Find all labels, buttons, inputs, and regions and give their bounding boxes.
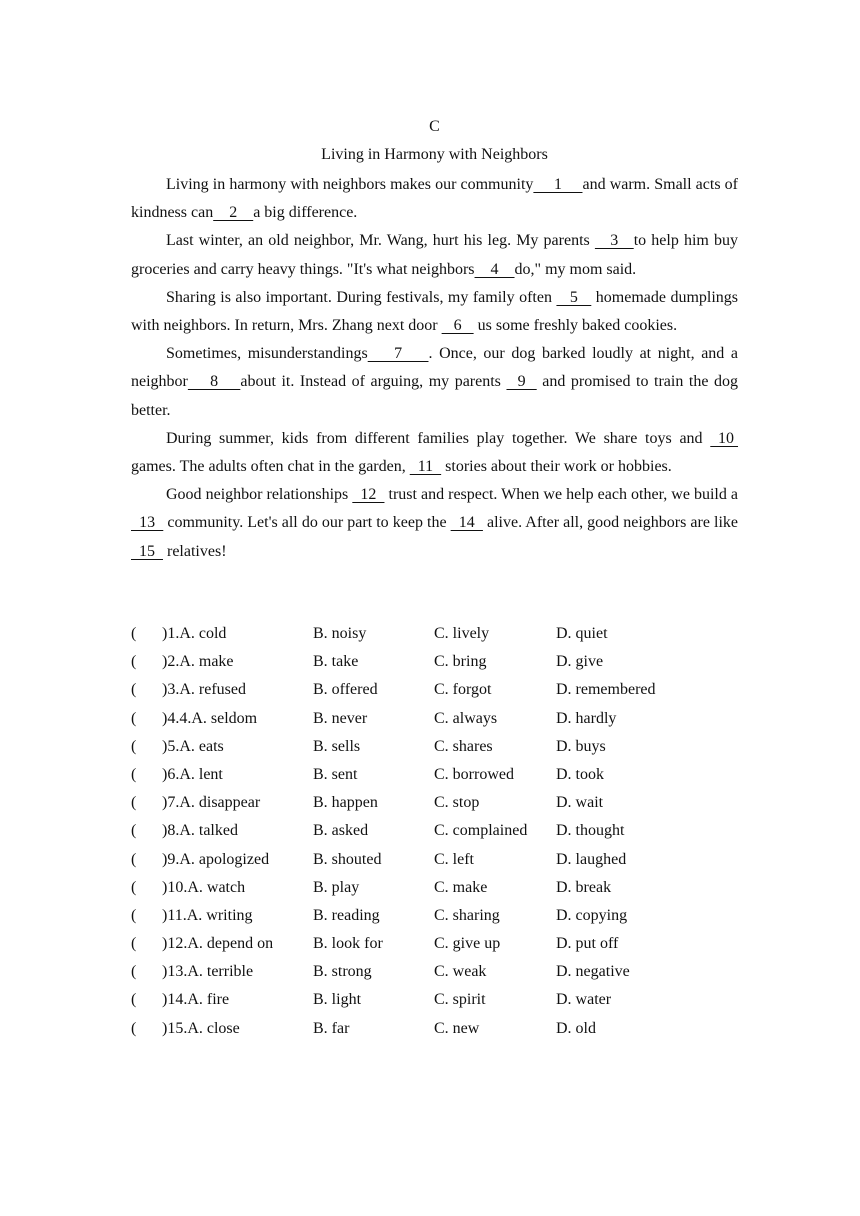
- question-row: [131, 846, 751, 874]
- question-list: [131, 620, 751, 1043]
- passage-text: do," my mom said.: [514, 260, 637, 278]
- question-row: [131, 761, 751, 789]
- passage-text: trust and respect. When we help each other, we build a: [384, 486, 739, 504]
- option-c: C. left: [434, 850, 474, 868]
- question-row: [131, 1015, 751, 1043]
- answer-blank: 15: [131, 542, 163, 560]
- passage-text: homemade dumplings with neighbors. In return, Mrs. Zhang next door: [131, 288, 739, 335]
- passage-text: During summer, kids from different families play together. We share toys and: [166, 429, 711, 447]
- option-a: )2.A. make: [162, 653, 234, 671]
- option-b: B. shouted: [313, 850, 382, 868]
- option-c: C. spirit: [434, 991, 486, 1009]
- passage-text: about it. Instead of arguing, my parents: [240, 373, 507, 391]
- passage-body: [131, 171, 738, 566]
- option-c: C. lively: [434, 625, 490, 642]
- option-c: C. always: [434, 709, 498, 727]
- option-b: B. happen: [313, 794, 378, 812]
- option-b: B. take: [313, 653, 359, 671]
- option-a: )8.A. talked: [162, 822, 238, 840]
- answer-paren: (: [131, 906, 137, 924]
- question-row: [131, 676, 751, 704]
- answer-blank: 8: [187, 373, 241, 391]
- option-c: C. give up: [434, 935, 501, 953]
- passage-text: a big difference.: [253, 204, 358, 222]
- paragraph: [131, 227, 738, 283]
- option-c: C. complained: [434, 822, 528, 840]
- answer-paren: (: [131, 935, 137, 953]
- option-d: D. remembered: [556, 681, 656, 699]
- option-b: B. offered: [313, 681, 378, 699]
- question-row: [131, 930, 751, 958]
- answer-paren: (: [131, 963, 137, 981]
- answer-paren: (: [131, 625, 137, 642]
- answer-blank: 3: [594, 232, 634, 250]
- passage-text: games. The adults often chat in the garden,: [131, 458, 410, 476]
- passage-text: Sharing is also important. During festivals, my family often: [166, 288, 557, 306]
- answer-blank: 4: [474, 260, 515, 278]
- option-d: D. give: [556, 653, 604, 671]
- question-row: [131, 817, 751, 845]
- option-b: B. noisy: [313, 625, 367, 642]
- option-b: B. reading: [313, 906, 380, 924]
- option-b: B. look for: [313, 935, 383, 953]
- question-row: [131, 958, 751, 986]
- option-d: D. quiet: [556, 625, 608, 642]
- option-d: D. negative: [556, 963, 630, 981]
- answer-paren: (: [131, 681, 137, 699]
- option-d: D. old: [556, 1019, 596, 1037]
- passage-text: alive. After all, good neighbors are like: [482, 514, 738, 532]
- option-a: )12.A. depend on: [162, 935, 274, 953]
- option-d: D. water: [556, 991, 612, 1009]
- answer-paren: (: [131, 765, 137, 783]
- passage-text: stories about their work or hobbies.: [441, 458, 672, 476]
- question-row: [131, 705, 751, 733]
- answer-blank: 14: [450, 514, 483, 532]
- answer-paren: (: [131, 991, 137, 1009]
- option-c: C. make: [434, 878, 488, 896]
- option-c: C. weak: [434, 963, 487, 981]
- passage-text: Living in harmony with neighbors makes our community: [166, 176, 534, 193]
- section-letter: C: [429, 118, 440, 135]
- passage-section: [131, 116, 738, 566]
- answer-blank: 11: [409, 458, 442, 476]
- option-b: B. strong: [313, 963, 372, 981]
- passage-text: Good neighbor relationships: [166, 486, 353, 504]
- option-a: )10.A. watch: [162, 878, 246, 896]
- option-c: C. forgot: [434, 681, 492, 699]
- option-c: C. sharing: [434, 906, 500, 924]
- answer-blank: 1: [533, 176, 583, 193]
- paragraph: [131, 340, 738, 425]
- paragraph: [131, 171, 738, 227]
- option-c: C. stop: [434, 794, 480, 812]
- option-a: )9.A. apologized: [162, 850, 270, 868]
- answer-blank: 12: [352, 486, 385, 504]
- answer-paren: (: [131, 878, 137, 896]
- passage-text: Last winter, an old neighbor, Mr. Wang, hurt his leg. My parents: [166, 232, 595, 250]
- option-d: D. break: [556, 878, 612, 896]
- paragraph: [131, 481, 738, 566]
- option-d: D. wait: [556, 794, 604, 812]
- question-row: [131, 648, 751, 676]
- option-d: D. buys: [556, 737, 606, 755]
- option-b: B. sent: [313, 765, 358, 783]
- option-c: C. bring: [434, 653, 487, 671]
- answer-blank: 2: [213, 204, 254, 222]
- question-row: [131, 733, 751, 761]
- option-c: C. borrowed: [434, 765, 514, 783]
- passage-text: Sometimes, misunderstandings: [166, 345, 368, 363]
- answer-paren: (: [131, 737, 137, 755]
- passage-text: to help him buy groceries and carry heavy things. "It's what neighbors: [131, 232, 739, 278]
- passage-text: relatives!: [163, 542, 227, 560]
- option-d: D. laughed: [556, 850, 627, 868]
- answer-blank: 13: [131, 514, 164, 532]
- answer-paren: (: [131, 850, 137, 868]
- passage-title: Living in Harmony with Neighbors: [321, 146, 548, 163]
- option-c: C. shares: [434, 737, 493, 755]
- answer-paren: (: [131, 1019, 137, 1037]
- answer-blank: 7: [367, 345, 429, 363]
- question-row: [131, 789, 751, 817]
- answer-blank: 9: [506, 373, 537, 391]
- option-a: )5.A. eats: [162, 737, 224, 755]
- answer-paren: (: [131, 653, 137, 671]
- option-a: )13.A. terrible: [162, 963, 254, 981]
- answer-blank: 6: [441, 317, 474, 335]
- option-d: D. thought: [556, 822, 625, 840]
- passage-text: community. Let's all do our part to keep the: [163, 514, 451, 532]
- option-d: D. put off: [556, 935, 619, 953]
- passage-text: and warm. Small acts of kindness can: [131, 176, 738, 222]
- option-a: )3.A. refused: [162, 681, 246, 699]
- question-row: [131, 986, 751, 1014]
- option-b: B. light: [313, 991, 362, 1009]
- option-d: D. copying: [556, 906, 628, 924]
- option-d: D. hardly: [556, 709, 617, 727]
- option-a: )7.A. disappear: [162, 794, 261, 812]
- option-a: )1.A. cold: [162, 625, 227, 642]
- answer-blank: 5: [556, 288, 592, 306]
- question-row: [131, 620, 751, 648]
- answer-paren: (: [131, 822, 137, 840]
- question-row: [131, 874, 751, 902]
- question-row: [131, 902, 751, 930]
- passage-text: . Once, our dog barked loudly at night, and a neighbor: [131, 345, 739, 391]
- option-a: )15.A. close: [162, 1019, 240, 1037]
- option-a: )4.4.A. seldom: [162, 709, 258, 727]
- option-b: B. play: [313, 878, 360, 896]
- option-a: )14.A. fire: [162, 991, 230, 1009]
- answer-paren: (: [131, 709, 137, 727]
- paragraph: [131, 425, 738, 481]
- option-b: B. far: [313, 1019, 350, 1037]
- paragraph: [131, 284, 738, 340]
- passage-text: us some freshly baked cookies.: [473, 317, 678, 335]
- passage-text: and promised to train the dog better.: [131, 373, 739, 419]
- answer-blank: 10: [710, 429, 739, 447]
- option-b: B. sells: [313, 737, 361, 755]
- option-c: C. new: [434, 1019, 480, 1037]
- option-a: )11.A. writing: [162, 906, 253, 924]
- option-a: )6.A. lent: [162, 765, 223, 783]
- option-b: B. never: [313, 709, 368, 727]
- option-d: D. took: [556, 765, 604, 783]
- answer-paren: (: [131, 794, 137, 812]
- option-b: B. asked: [313, 822, 369, 840]
